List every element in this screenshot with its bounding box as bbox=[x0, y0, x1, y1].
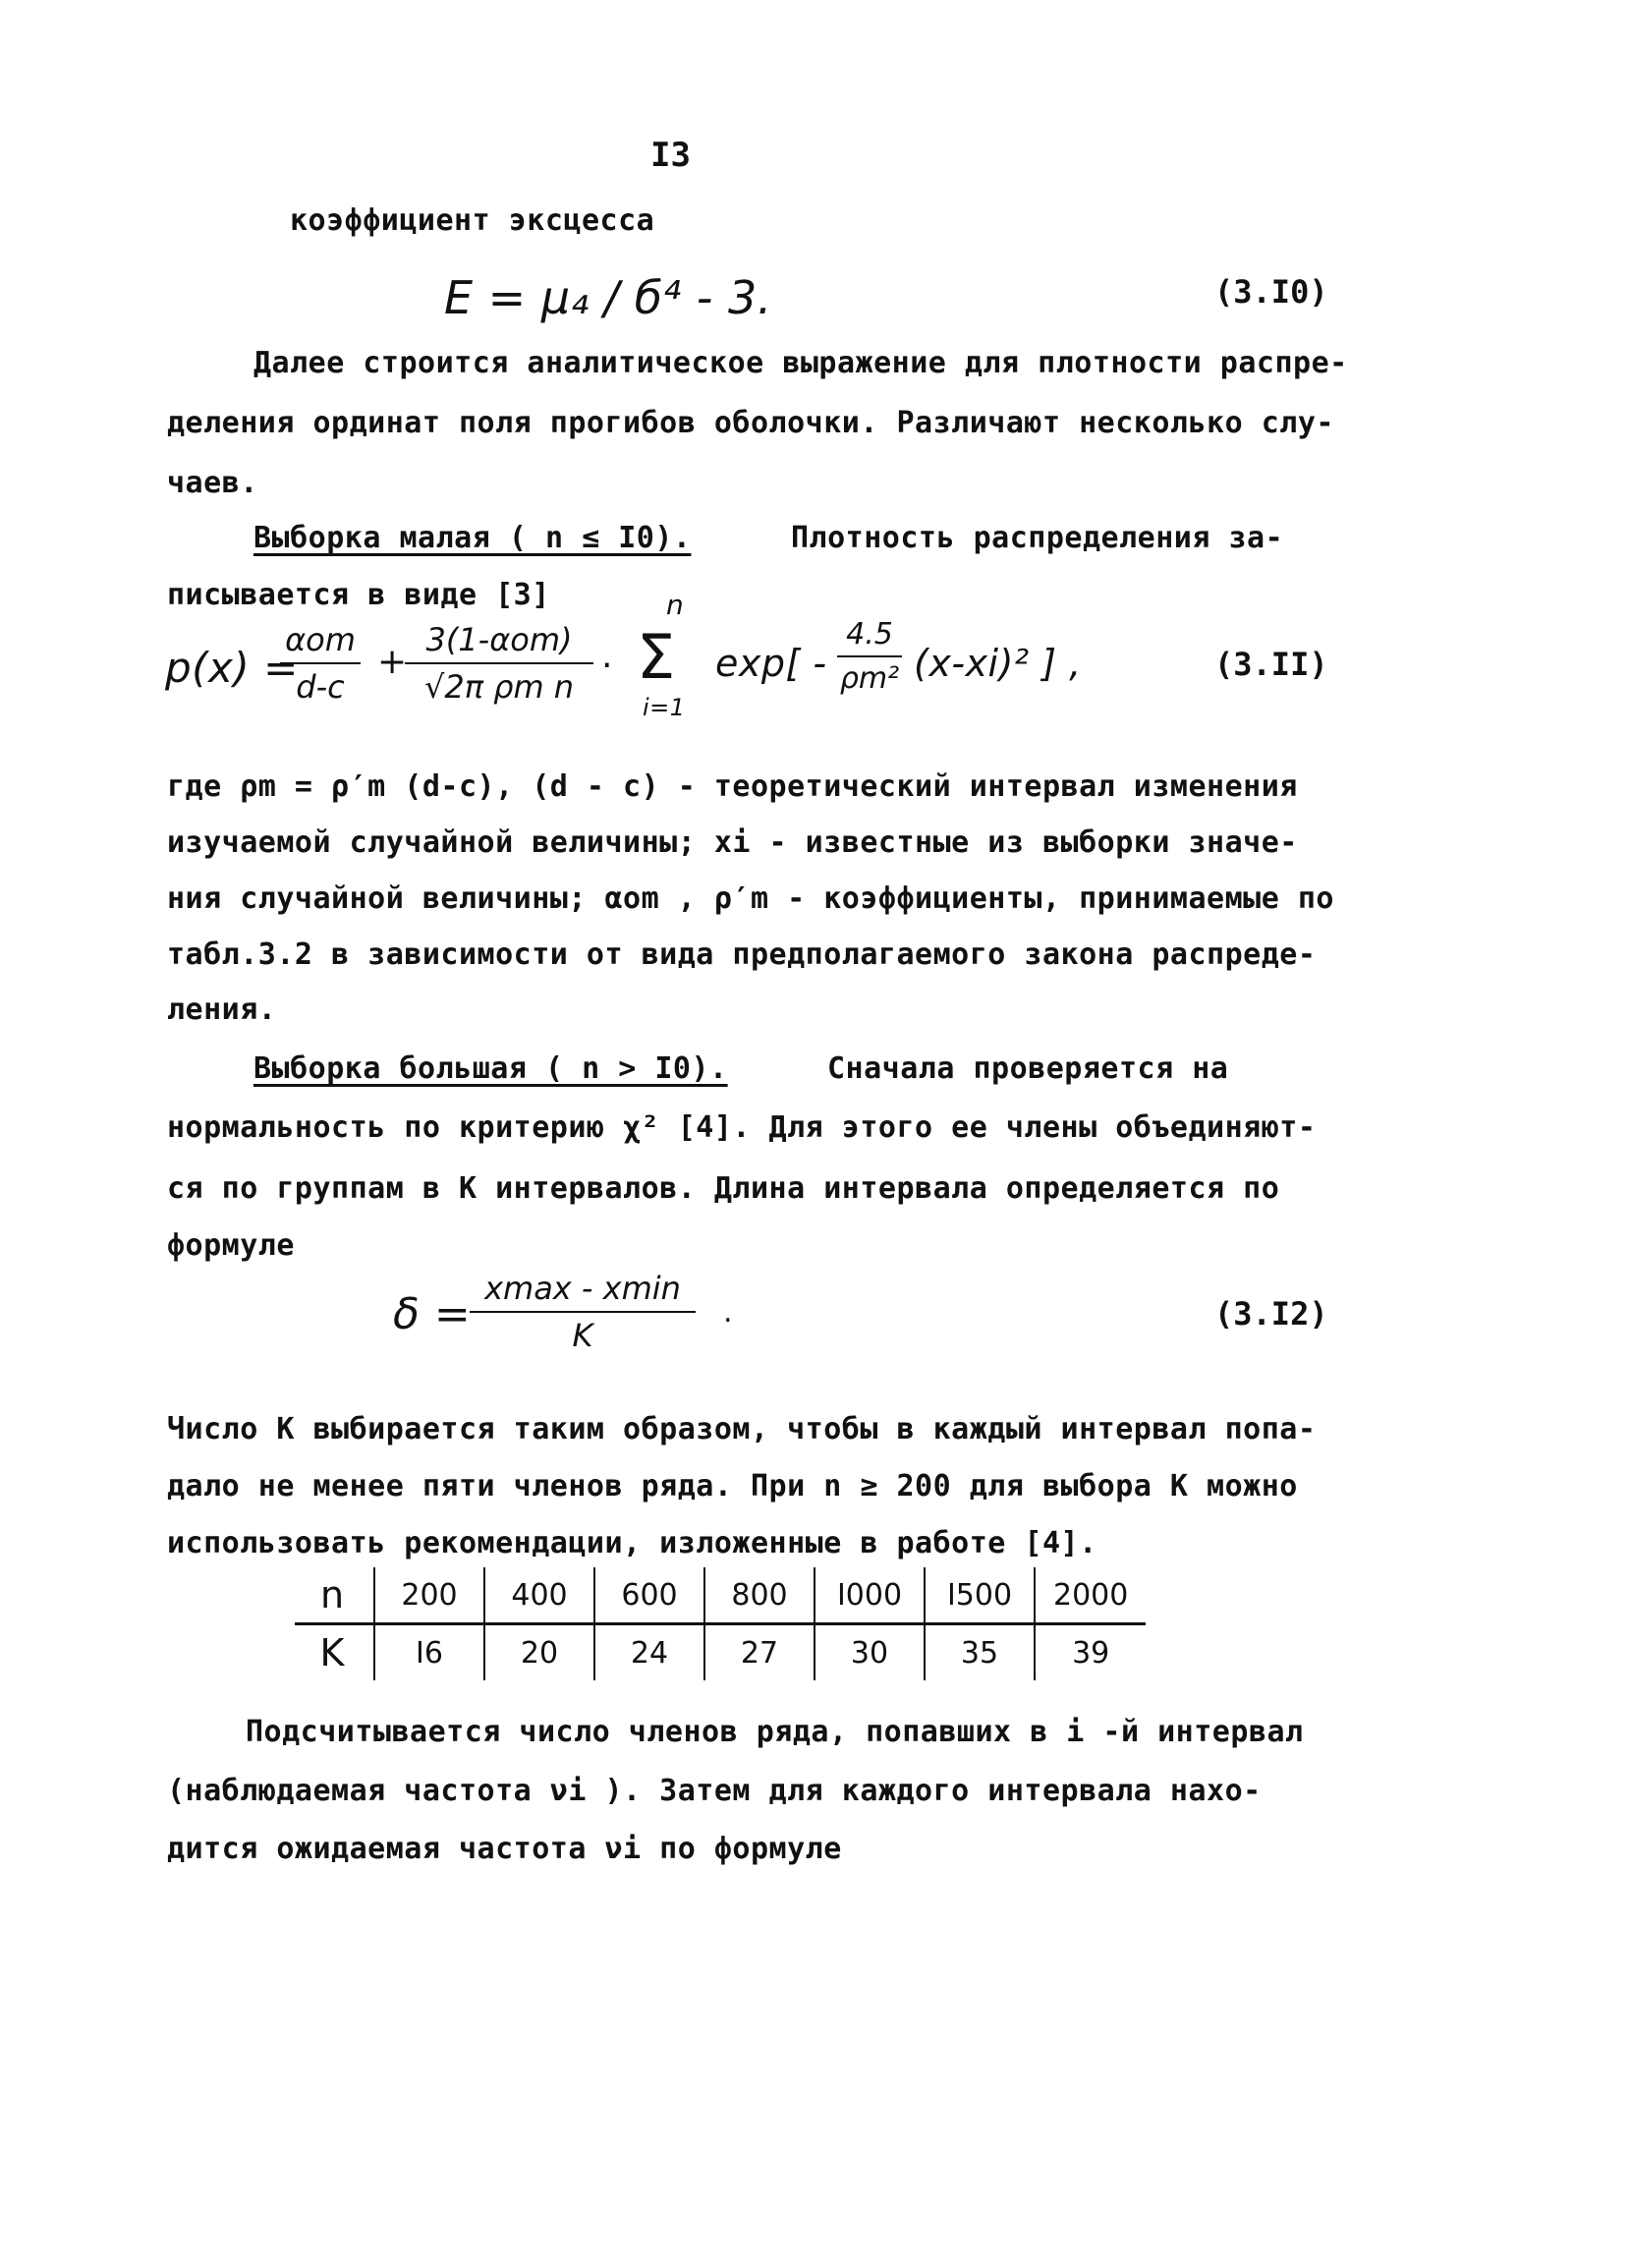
kurtosis-label: коэффициент эксцесса bbox=[290, 203, 655, 238]
eq312-den: K bbox=[572, 1317, 593, 1354]
paragraph-2-line-1: где ρm = ρ′m (d-c), (d - c) - теоретический интервал изменения bbox=[167, 769, 1298, 804]
paragraph-2-line-4: табл.3.2 в зависимости от вида предполагаемого закона распреде- bbox=[167, 937, 1317, 972]
paragraph-5-line-1: Подсчитывается число членов ряда, попавших в i -й интервал bbox=[246, 1715, 1304, 1749]
eq-fraction-1-den: d-c bbox=[296, 668, 345, 706]
table-cell: 30 bbox=[815, 1624, 925, 1681]
eq-fraction-3-den: ρm² bbox=[839, 661, 900, 696]
table-row-n bbox=[295, 1567, 1146, 1624]
paragraph-4-line-2: дало не менее пяти членов ряда. При n ≥ 200 для выбора K можно bbox=[167, 1469, 1298, 1503]
paragraph-4-line-3: использовать рекомендации, изложенные в работе [4]. bbox=[167, 1526, 1097, 1560]
table-cell: 200 bbox=[374, 1567, 484, 1624]
n-k-table bbox=[295, 1567, 1146, 1680]
table-cell: I000 bbox=[815, 1567, 925, 1624]
eq-fraction-2-den: √2π ρm n bbox=[423, 668, 575, 706]
eq-tail: (x-xi)² ] , bbox=[914, 642, 1082, 685]
equation-number-3-12: (3.I2) bbox=[1214, 1295, 1328, 1332]
table-cell: I6 bbox=[374, 1624, 484, 1681]
eq-fraction-3 bbox=[837, 617, 902, 696]
eq-plus: + bbox=[377, 642, 408, 682]
table-cell: I500 bbox=[925, 1567, 1035, 1624]
eq-fraction-2 bbox=[405, 621, 593, 706]
table-row-k bbox=[295, 1624, 1146, 1681]
eq-fraction-2-num: 3(1-αom) bbox=[425, 621, 573, 658]
paragraph-3-line-2: ся по группам в K интервалов. Длина интервала определяется по bbox=[167, 1171, 1280, 1206]
eq-exp: exp[ - bbox=[715, 642, 827, 685]
small-sample-text: Плотность распределения за- bbox=[791, 521, 1284, 555]
paragraph-1-line-3: чаев. bbox=[167, 466, 258, 500]
eq-fraction-2-bar bbox=[405, 662, 593, 664]
paragraph-2-line-5: ления. bbox=[167, 992, 277, 1027]
paragraph-5-line-2: (наблюдаемая частота νi ). Затем для каждого интервала нахо- bbox=[167, 1774, 1262, 1808]
table-cell: 400 bbox=[484, 1567, 594, 1624]
eq-sum-bottom: i=1 bbox=[643, 694, 686, 721]
eq-fraction-1-bar bbox=[280, 662, 361, 664]
eq-fraction-1-num: αom bbox=[285, 621, 356, 658]
paragraph-1-line-1: Далее строится аналитическое выражение для плотности распре- bbox=[253, 346, 1348, 380]
eq-px: p(x) = bbox=[165, 644, 299, 692]
paragraph-2-line-2: изучаемой случайной величины; xi - известные из выборки значе- bbox=[167, 825, 1298, 860]
eq-dot: · bbox=[601, 646, 613, 686]
equation-number-3-11: (3.II) bbox=[1214, 646, 1328, 683]
large-sample-heading: Выборка большая ( n > I0). bbox=[253, 1051, 728, 1086]
small-sample-heading: Выборка малая ( n ≤ I0). bbox=[253, 521, 692, 555]
eq-fraction-3-num: 4.5 bbox=[846, 617, 893, 652]
table-cell: 800 bbox=[704, 1567, 815, 1624]
eq312-fraction bbox=[470, 1270, 696, 1354]
small-sample-text-2: писывается в виде [3] bbox=[167, 578, 550, 612]
paragraph-5-line-3: дится ожидаемая частота νi по формуле bbox=[167, 1832, 842, 1866]
equation-3-10: E = μ₄ / б⁴ - 3. bbox=[444, 271, 772, 324]
eq-sum-sign: Σ bbox=[637, 621, 676, 693]
paragraph-1-line-2: деления ординат поля прогибов оболочки. Различают несколько слу- bbox=[167, 406, 1334, 440]
eq312-dot: . bbox=[723, 1295, 734, 1330]
large-sample-text: Сначала проверяется на bbox=[827, 1051, 1229, 1086]
table-cell: 35 bbox=[925, 1624, 1035, 1681]
table-cell: 20 bbox=[484, 1624, 594, 1681]
eq-fraction-1 bbox=[280, 621, 361, 706]
paragraph-3-line-1: нормальность по критерию χ² [4]. Для этого ее члены объединяют- bbox=[167, 1110, 1317, 1145]
paragraph-3-line-3: формуле bbox=[167, 1228, 295, 1263]
eq312-bar bbox=[470, 1311, 696, 1313]
paragraph-2-line-3: ния случайной величины; αom , ρ′m - коэффициенты, принимаемые по bbox=[167, 881, 1334, 916]
table-k-label: K bbox=[319, 1631, 345, 1674]
table-cell: 2000 bbox=[1035, 1567, 1146, 1624]
paragraph-4-line-1: Число K выбирается таким образом, чтобы в каждый интервал попа- bbox=[167, 1412, 1317, 1446]
equation-number-3-10: (3.I0) bbox=[1214, 273, 1328, 311]
eq-sum-top: n bbox=[666, 589, 685, 621]
eq312-num: xmax - xmin bbox=[484, 1270, 681, 1307]
eq-fraction-3-bar bbox=[837, 655, 902, 657]
table-cell: 27 bbox=[704, 1624, 815, 1681]
table-n-label: n bbox=[295, 1567, 374, 1624]
table-cell: 39 bbox=[1035, 1624, 1146, 1681]
table-cell: 600 bbox=[594, 1567, 704, 1624]
table-cell: 24 bbox=[594, 1624, 704, 1681]
page-number: I3 bbox=[650, 136, 691, 175]
eq312-lhs: δ = bbox=[393, 1289, 472, 1339]
